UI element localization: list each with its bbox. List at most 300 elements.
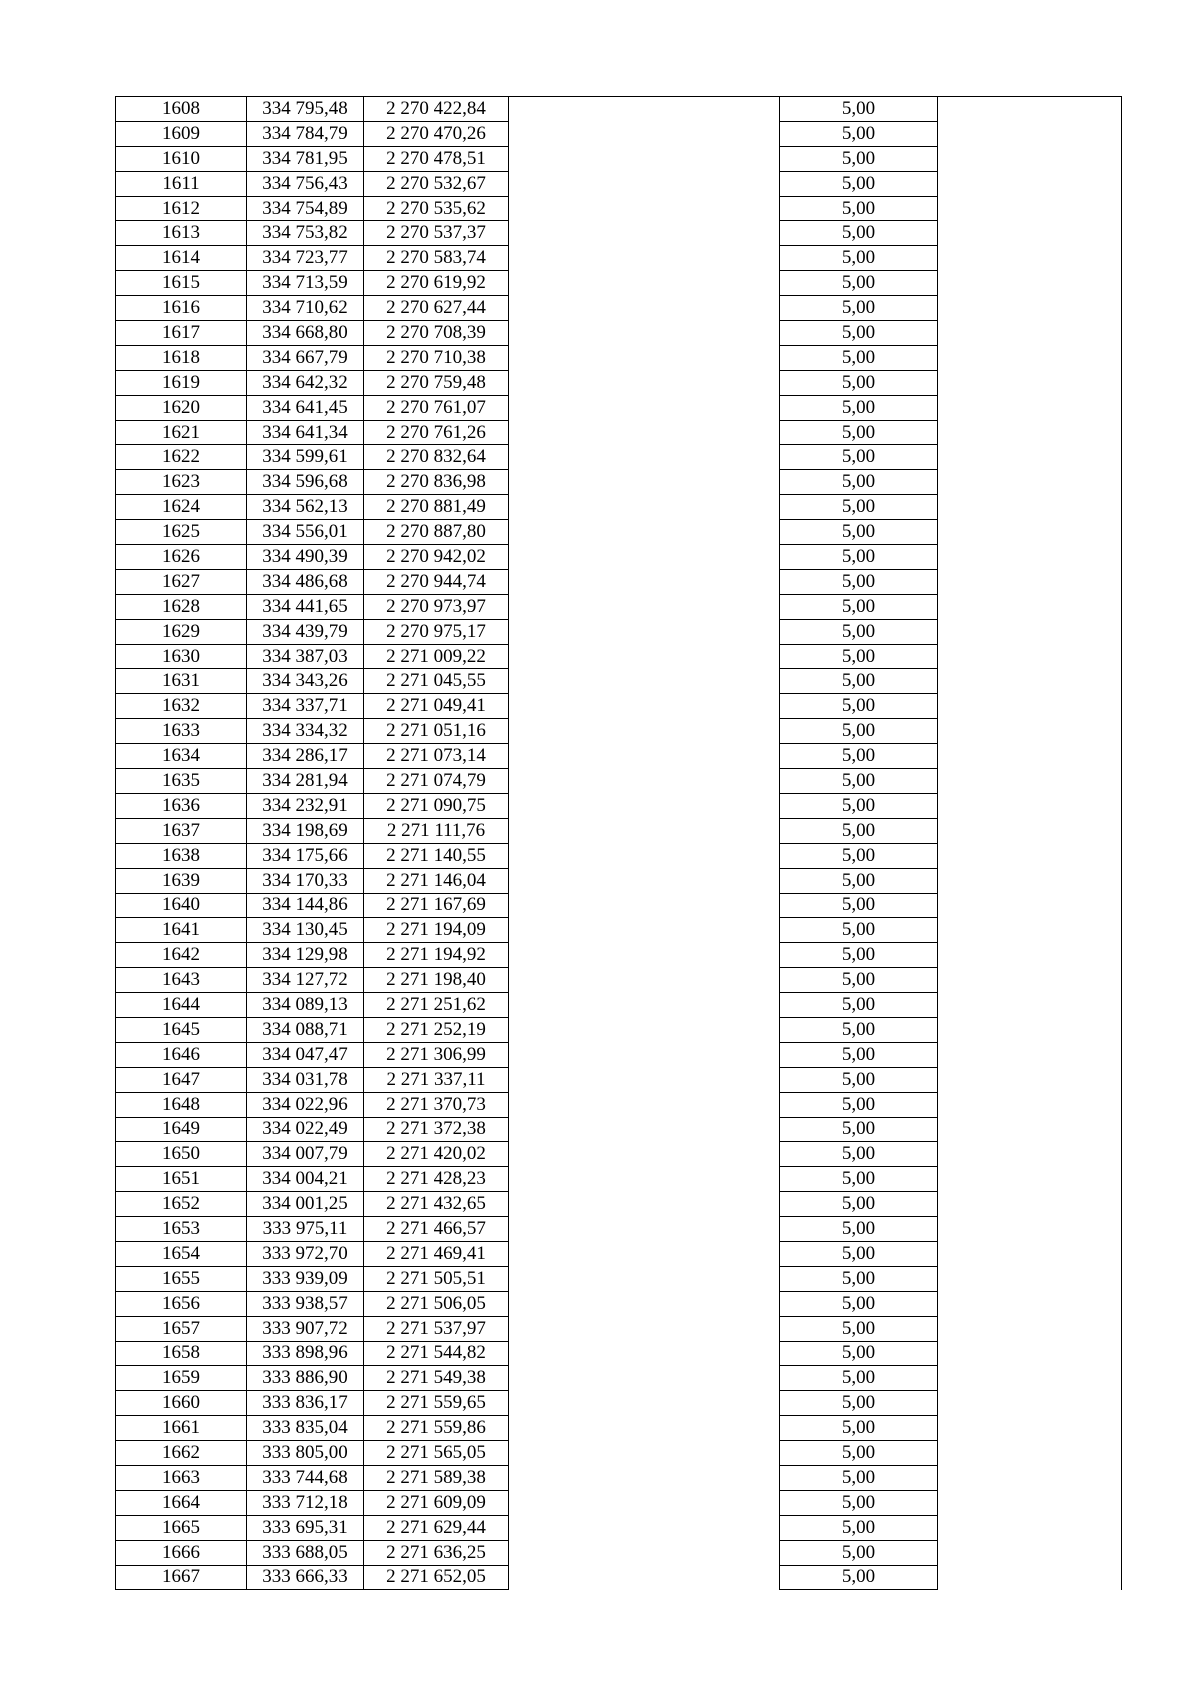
- empty-cell: [509, 171, 780, 196]
- point-number-cell: 1661: [116, 1416, 247, 1441]
- point-number-cell: 1636: [116, 793, 247, 818]
- empty-cell: [509, 893, 780, 918]
- empty-cell: [938, 569, 1122, 594]
- table-row: [116, 993, 1122, 1018]
- table-row: [116, 445, 1122, 470]
- y-coordinate-cell: 2 271 252,19: [364, 1017, 509, 1042]
- empty-cell: [509, 1366, 780, 1391]
- accuracy-cell: 5,00: [780, 1092, 938, 1117]
- empty-cell: [509, 669, 780, 694]
- empty-cell: [509, 395, 780, 420]
- point-number-cell: 1630: [116, 644, 247, 669]
- table-row: [116, 146, 1122, 171]
- empty-cell: [509, 470, 780, 495]
- x-coordinate-cell: 334 031,78: [247, 1067, 364, 1092]
- empty-cell: [509, 1316, 780, 1341]
- y-coordinate-cell: 2 271 636,25: [364, 1540, 509, 1565]
- empty-cell: [938, 868, 1122, 893]
- x-coordinate-cell: 334 337,71: [247, 694, 364, 719]
- accuracy-cell: 5,00: [780, 221, 938, 246]
- point-number-cell: 1635: [116, 769, 247, 794]
- y-coordinate-cell: 2 271 565,05: [364, 1441, 509, 1466]
- empty-cell: [509, 1266, 780, 1291]
- x-coordinate-cell: 333 886,90: [247, 1366, 364, 1391]
- point-number-cell: 1614: [116, 246, 247, 271]
- empty-cell: [938, 1067, 1122, 1092]
- point-number-cell: 1624: [116, 495, 247, 520]
- empty-cell: [938, 1416, 1122, 1441]
- accuracy-cell: 5,00: [780, 146, 938, 171]
- x-coordinate-cell: 334 387,03: [247, 644, 364, 669]
- table-row: [116, 893, 1122, 918]
- table-row: [116, 321, 1122, 346]
- empty-cell: [938, 121, 1122, 146]
- empty-cell: [509, 221, 780, 246]
- x-coordinate-cell: 334 642,32: [247, 370, 364, 395]
- accuracy-cell: 5,00: [780, 520, 938, 545]
- empty-cell: [938, 719, 1122, 744]
- accuracy-cell: 5,00: [780, 1341, 938, 1366]
- accuracy-cell: 5,00: [780, 993, 938, 1018]
- table-row: [116, 171, 1122, 196]
- empty-cell: [938, 594, 1122, 619]
- x-coordinate-cell: 334 562,13: [247, 495, 364, 520]
- y-coordinate-cell: 2 271 544,82: [364, 1341, 509, 1366]
- x-coordinate-cell: 334 004,21: [247, 1167, 364, 1192]
- table-row: [116, 520, 1122, 545]
- table-row: [116, 968, 1122, 993]
- empty-cell: [938, 1316, 1122, 1341]
- empty-cell: [938, 1515, 1122, 1540]
- table-row: [116, 1067, 1122, 1092]
- empty-cell: [509, 146, 780, 171]
- empty-cell: [938, 1042, 1122, 1067]
- empty-cell: [509, 296, 780, 321]
- empty-cell: [509, 818, 780, 843]
- accuracy-cell: 5,00: [780, 918, 938, 943]
- empty-cell: [509, 1017, 780, 1042]
- table-row: [116, 1142, 1122, 1167]
- empty-cell: [509, 1540, 780, 1565]
- point-number-cell: 1612: [116, 196, 247, 221]
- point-number-cell: 1647: [116, 1067, 247, 1092]
- x-coordinate-cell: 334 756,43: [247, 171, 364, 196]
- accuracy-cell: 5,00: [780, 1441, 938, 1466]
- x-coordinate-cell: 334 490,39: [247, 545, 364, 570]
- y-coordinate-cell: 2 270 881,49: [364, 495, 509, 520]
- y-coordinate-cell: 2 271 559,86: [364, 1416, 509, 1441]
- point-number-cell: 1645: [116, 1017, 247, 1042]
- empty-cell: [509, 993, 780, 1018]
- x-coordinate-cell: 334 441,65: [247, 594, 364, 619]
- x-coordinate-cell: 334 596,68: [247, 470, 364, 495]
- y-coordinate-cell: 2 271 074,79: [364, 769, 509, 794]
- empty-cell: [509, 1490, 780, 1515]
- y-coordinate-cell: 2 270 761,07: [364, 395, 509, 420]
- table-row: [116, 370, 1122, 395]
- point-number-cell: 1618: [116, 345, 247, 370]
- empty-cell: [938, 843, 1122, 868]
- empty-cell: [509, 1441, 780, 1466]
- x-coordinate-cell: 333 688,05: [247, 1540, 364, 1565]
- empty-cell: [509, 1416, 780, 1441]
- accuracy-cell: 5,00: [780, 669, 938, 694]
- table-row: [116, 1515, 1122, 1540]
- point-number-cell: 1623: [116, 470, 247, 495]
- accuracy-cell: 5,00: [780, 1192, 938, 1217]
- table-row: [116, 744, 1122, 769]
- table-row: [116, 1565, 1122, 1590]
- y-coordinate-cell: 2 270 942,02: [364, 545, 509, 570]
- empty-cell: [509, 420, 780, 445]
- point-number-cell: 1662: [116, 1441, 247, 1466]
- accuracy-cell: 5,00: [780, 1241, 938, 1266]
- x-coordinate-cell: 334 781,95: [247, 146, 364, 171]
- y-coordinate-cell: 2 271 049,41: [364, 694, 509, 719]
- x-coordinate-cell: 334 668,80: [247, 321, 364, 346]
- accuracy-cell: 5,00: [780, 644, 938, 669]
- x-coordinate-cell: 333 805,00: [247, 1441, 364, 1466]
- accuracy-cell: 5,00: [780, 445, 938, 470]
- table-row: [116, 1217, 1122, 1242]
- empty-cell: [509, 1092, 780, 1117]
- point-number-cell: 1656: [116, 1291, 247, 1316]
- accuracy-cell: 5,00: [780, 545, 938, 570]
- y-coordinate-cell: 2 271 549,38: [364, 1366, 509, 1391]
- empty-cell: [938, 97, 1122, 122]
- empty-cell: [938, 296, 1122, 321]
- empty-cell: [509, 1465, 780, 1490]
- point-number-cell: 1641: [116, 918, 247, 943]
- x-coordinate-cell: 333 666,33: [247, 1565, 364, 1590]
- table-row: [116, 495, 1122, 520]
- table-row: [116, 1241, 1122, 1266]
- empty-cell: [509, 1291, 780, 1316]
- accuracy-cell: 5,00: [780, 370, 938, 395]
- accuracy-cell: 5,00: [780, 1490, 938, 1515]
- x-coordinate-cell: 333 907,72: [247, 1316, 364, 1341]
- empty-cell: [509, 370, 780, 395]
- x-coordinate-cell: 334 281,94: [247, 769, 364, 794]
- y-coordinate-cell: 2 270 836,98: [364, 470, 509, 495]
- point-number-cell: 1611: [116, 171, 247, 196]
- y-coordinate-cell: 2 270 710,38: [364, 345, 509, 370]
- empty-cell: [509, 1117, 780, 1142]
- table-row: [116, 818, 1122, 843]
- empty-cell: [509, 121, 780, 146]
- table-row: [116, 569, 1122, 594]
- empty-cell: [509, 495, 780, 520]
- y-coordinate-cell: 2 271 466,57: [364, 1217, 509, 1242]
- empty-cell: [938, 1017, 1122, 1042]
- x-coordinate-cell: 334 088,71: [247, 1017, 364, 1042]
- accuracy-cell: 5,00: [780, 345, 938, 370]
- x-coordinate-cell: 333 744,68: [247, 1465, 364, 1490]
- accuracy-cell: 5,00: [780, 246, 938, 271]
- point-number-cell: 1620: [116, 395, 247, 420]
- table-row: [116, 1291, 1122, 1316]
- empty-cell: [509, 1241, 780, 1266]
- empty-cell: [938, 893, 1122, 918]
- y-coordinate-cell: 2 270 535,62: [364, 196, 509, 221]
- x-coordinate-cell: 334 723,77: [247, 246, 364, 271]
- point-number-cell: 1657: [116, 1316, 247, 1341]
- x-coordinate-cell: 334 130,45: [247, 918, 364, 943]
- point-number-cell: 1659: [116, 1366, 247, 1391]
- empty-cell: [938, 246, 1122, 271]
- y-coordinate-cell: 2 270 478,51: [364, 146, 509, 171]
- empty-cell: [938, 345, 1122, 370]
- x-coordinate-cell: 334 710,62: [247, 296, 364, 321]
- x-coordinate-cell: 334 198,69: [247, 818, 364, 843]
- empty-cell: [509, 1565, 780, 1590]
- x-coordinate-cell: 334 129,98: [247, 943, 364, 968]
- x-coordinate-cell: 333 939,09: [247, 1266, 364, 1291]
- x-coordinate-cell: 334 343,26: [247, 669, 364, 694]
- table-row: [116, 943, 1122, 968]
- y-coordinate-cell: 2 270 422,84: [364, 97, 509, 122]
- point-number-cell: 1631: [116, 669, 247, 694]
- empty-cell: [509, 1341, 780, 1366]
- y-coordinate-cell: 2 271 198,40: [364, 968, 509, 993]
- point-number-cell: 1650: [116, 1142, 247, 1167]
- point-number-cell: 1617: [116, 321, 247, 346]
- empty-cell: [509, 545, 780, 570]
- point-number-cell: 1642: [116, 943, 247, 968]
- y-coordinate-cell: 2 270 537,37: [364, 221, 509, 246]
- y-coordinate-cell: 2 271 559,65: [364, 1391, 509, 1416]
- point-number-cell: 1608: [116, 97, 247, 122]
- point-number-cell: 1655: [116, 1266, 247, 1291]
- empty-cell: [938, 1291, 1122, 1316]
- y-coordinate-cell: 2 271 420,02: [364, 1142, 509, 1167]
- empty-cell: [509, 943, 780, 968]
- accuracy-cell: 5,00: [780, 569, 938, 594]
- x-coordinate-cell: 334 022,96: [247, 1092, 364, 1117]
- table-row: [116, 793, 1122, 818]
- x-coordinate-cell: 334 486,68: [247, 569, 364, 594]
- x-coordinate-cell: 334 334,32: [247, 719, 364, 744]
- empty-cell: [938, 1266, 1122, 1291]
- x-coordinate-cell: 334 754,89: [247, 196, 364, 221]
- empty-cell: [938, 420, 1122, 445]
- accuracy-cell: 5,00: [780, 296, 938, 321]
- accuracy-cell: 5,00: [780, 694, 938, 719]
- table-row: [116, 1092, 1122, 1117]
- accuracy-cell: 5,00: [780, 271, 938, 296]
- accuracy-cell: 5,00: [780, 843, 938, 868]
- table-row: [116, 918, 1122, 943]
- point-number-cell: 1638: [116, 843, 247, 868]
- accuracy-cell: 5,00: [780, 594, 938, 619]
- accuracy-cell: 5,00: [780, 1167, 938, 1192]
- point-number-cell: 1609: [116, 121, 247, 146]
- point-number-cell: 1610: [116, 146, 247, 171]
- y-coordinate-cell: 2 271 537,97: [364, 1316, 509, 1341]
- point-number-cell: 1629: [116, 619, 247, 644]
- accuracy-cell: 5,00: [780, 818, 938, 843]
- y-coordinate-cell: 2 270 973,97: [364, 594, 509, 619]
- table-row: [116, 1391, 1122, 1416]
- y-coordinate-cell: 2 270 832,64: [364, 445, 509, 470]
- table-row: [116, 1117, 1122, 1142]
- accuracy-cell: 5,00: [780, 121, 938, 146]
- y-coordinate-cell: 2 271 609,09: [364, 1490, 509, 1515]
- point-number-cell: 1627: [116, 569, 247, 594]
- point-number-cell: 1613: [116, 221, 247, 246]
- accuracy-cell: 5,00: [780, 321, 938, 346]
- table-row: [116, 1540, 1122, 1565]
- empty-cell: [938, 669, 1122, 694]
- table-row: [116, 221, 1122, 246]
- accuracy-cell: 5,00: [780, 420, 938, 445]
- accuracy-cell: 5,00: [780, 769, 938, 794]
- table-row: [116, 1366, 1122, 1391]
- empty-cell: [938, 1241, 1122, 1266]
- empty-cell: [938, 370, 1122, 395]
- accuracy-cell: 5,00: [780, 395, 938, 420]
- empty-cell: [509, 1042, 780, 1067]
- table-row: [116, 769, 1122, 794]
- empty-cell: [938, 1366, 1122, 1391]
- point-number-cell: 1667: [116, 1565, 247, 1590]
- empty-cell: [938, 1540, 1122, 1565]
- table-row: [116, 1441, 1122, 1466]
- point-number-cell: 1628: [116, 594, 247, 619]
- x-coordinate-cell: 334 232,91: [247, 793, 364, 818]
- y-coordinate-cell: 2 270 627,44: [364, 296, 509, 321]
- point-number-cell: 1640: [116, 893, 247, 918]
- empty-cell: [509, 445, 780, 470]
- table-row: [116, 1490, 1122, 1515]
- empty-cell: [938, 196, 1122, 221]
- table-row: [116, 694, 1122, 719]
- y-coordinate-cell: 2 271 140,55: [364, 843, 509, 868]
- empty-cell: [509, 594, 780, 619]
- accuracy-cell: 5,00: [780, 1117, 938, 1142]
- table-row: [116, 545, 1122, 570]
- empty-cell: [938, 1341, 1122, 1366]
- empty-cell: [938, 271, 1122, 296]
- y-coordinate-cell: 2 270 470,26: [364, 121, 509, 146]
- point-number-cell: 1616: [116, 296, 247, 321]
- y-coordinate-cell: 2 271 469,41: [364, 1241, 509, 1266]
- empty-cell: [509, 843, 780, 868]
- point-number-cell: 1633: [116, 719, 247, 744]
- empty-cell: [509, 569, 780, 594]
- empty-cell: [938, 818, 1122, 843]
- table-row: [116, 296, 1122, 321]
- point-number-cell: 1665: [116, 1515, 247, 1540]
- empty-cell: [509, 1067, 780, 1092]
- y-coordinate-cell: 2 271 194,92: [364, 943, 509, 968]
- empty-cell: [938, 395, 1122, 420]
- point-number-cell: 1646: [116, 1042, 247, 1067]
- table-row: [116, 644, 1122, 669]
- empty-cell: [938, 968, 1122, 993]
- empty-cell: [938, 470, 1122, 495]
- table-row: [116, 271, 1122, 296]
- x-coordinate-cell: 333 835,04: [247, 1416, 364, 1441]
- accuracy-cell: 5,00: [780, 1391, 938, 1416]
- empty-cell: [938, 1167, 1122, 1192]
- table-row: [116, 395, 1122, 420]
- y-coordinate-cell: 2 271 652,05: [364, 1565, 509, 1590]
- point-number-cell: 1643: [116, 968, 247, 993]
- empty-cell: [938, 644, 1122, 669]
- table-row: [116, 1167, 1122, 1192]
- point-number-cell: 1621: [116, 420, 247, 445]
- x-coordinate-cell: 334 753,82: [247, 221, 364, 246]
- empty-cell: [938, 1117, 1122, 1142]
- x-coordinate-cell: 334 599,61: [247, 445, 364, 470]
- empty-cell: [509, 1142, 780, 1167]
- table-row: [116, 1316, 1122, 1341]
- accuracy-cell: 5,00: [780, 171, 938, 196]
- accuracy-cell: 5,00: [780, 470, 938, 495]
- point-number-cell: 1654: [116, 1241, 247, 1266]
- point-number-cell: 1644: [116, 993, 247, 1018]
- x-coordinate-cell: 334 007,79: [247, 1142, 364, 1167]
- y-coordinate-cell: 2 271 372,38: [364, 1117, 509, 1142]
- accuracy-cell: 5,00: [780, 719, 938, 744]
- accuracy-cell: 5,00: [780, 893, 938, 918]
- point-number-cell: 1619: [116, 370, 247, 395]
- y-coordinate-cell: 2 271 167,69: [364, 893, 509, 918]
- empty-cell: [509, 1192, 780, 1217]
- empty-cell: [509, 719, 780, 744]
- empty-cell: [938, 1142, 1122, 1167]
- x-coordinate-cell: 334 089,13: [247, 993, 364, 1018]
- table-body: [116, 97, 1122, 1590]
- empty-cell: [509, 769, 780, 794]
- empty-cell: [509, 520, 780, 545]
- table-row: [116, 719, 1122, 744]
- y-coordinate-cell: 2 271 629,44: [364, 1515, 509, 1540]
- accuracy-cell: 5,00: [780, 1465, 938, 1490]
- x-coordinate-cell: 333 712,18: [247, 1490, 364, 1515]
- point-number-cell: 1639: [116, 868, 247, 893]
- empty-cell: [509, 1515, 780, 1540]
- empty-cell: [509, 321, 780, 346]
- empty-cell: [938, 1441, 1122, 1466]
- table-row: [116, 470, 1122, 495]
- y-coordinate-cell: 2 270 975,17: [364, 619, 509, 644]
- empty-cell: [938, 744, 1122, 769]
- empty-cell: [938, 619, 1122, 644]
- accuracy-cell: 5,00: [780, 968, 938, 993]
- y-coordinate-cell: 2 271 009,22: [364, 644, 509, 669]
- empty-cell: [938, 445, 1122, 470]
- x-coordinate-cell: 334 286,17: [247, 744, 364, 769]
- empty-cell: [938, 146, 1122, 171]
- point-number-cell: 1660: [116, 1391, 247, 1416]
- y-coordinate-cell: 2 270 619,92: [364, 271, 509, 296]
- y-coordinate-cell: 2 271 505,51: [364, 1266, 509, 1291]
- point-number-cell: 1652: [116, 1192, 247, 1217]
- x-coordinate-cell: 333 836,17: [247, 1391, 364, 1416]
- x-coordinate-cell: 334 641,34: [247, 420, 364, 445]
- y-coordinate-cell: 2 271 111,76: [364, 818, 509, 843]
- point-number-cell: 1666: [116, 1540, 247, 1565]
- table-row: [116, 1341, 1122, 1366]
- empty-cell: [938, 495, 1122, 520]
- empty-cell: [938, 769, 1122, 794]
- accuracy-cell: 5,00: [780, 1540, 938, 1565]
- table-row: [116, 619, 1122, 644]
- table-row: [116, 1042, 1122, 1067]
- y-coordinate-cell: 2 271 506,05: [364, 1291, 509, 1316]
